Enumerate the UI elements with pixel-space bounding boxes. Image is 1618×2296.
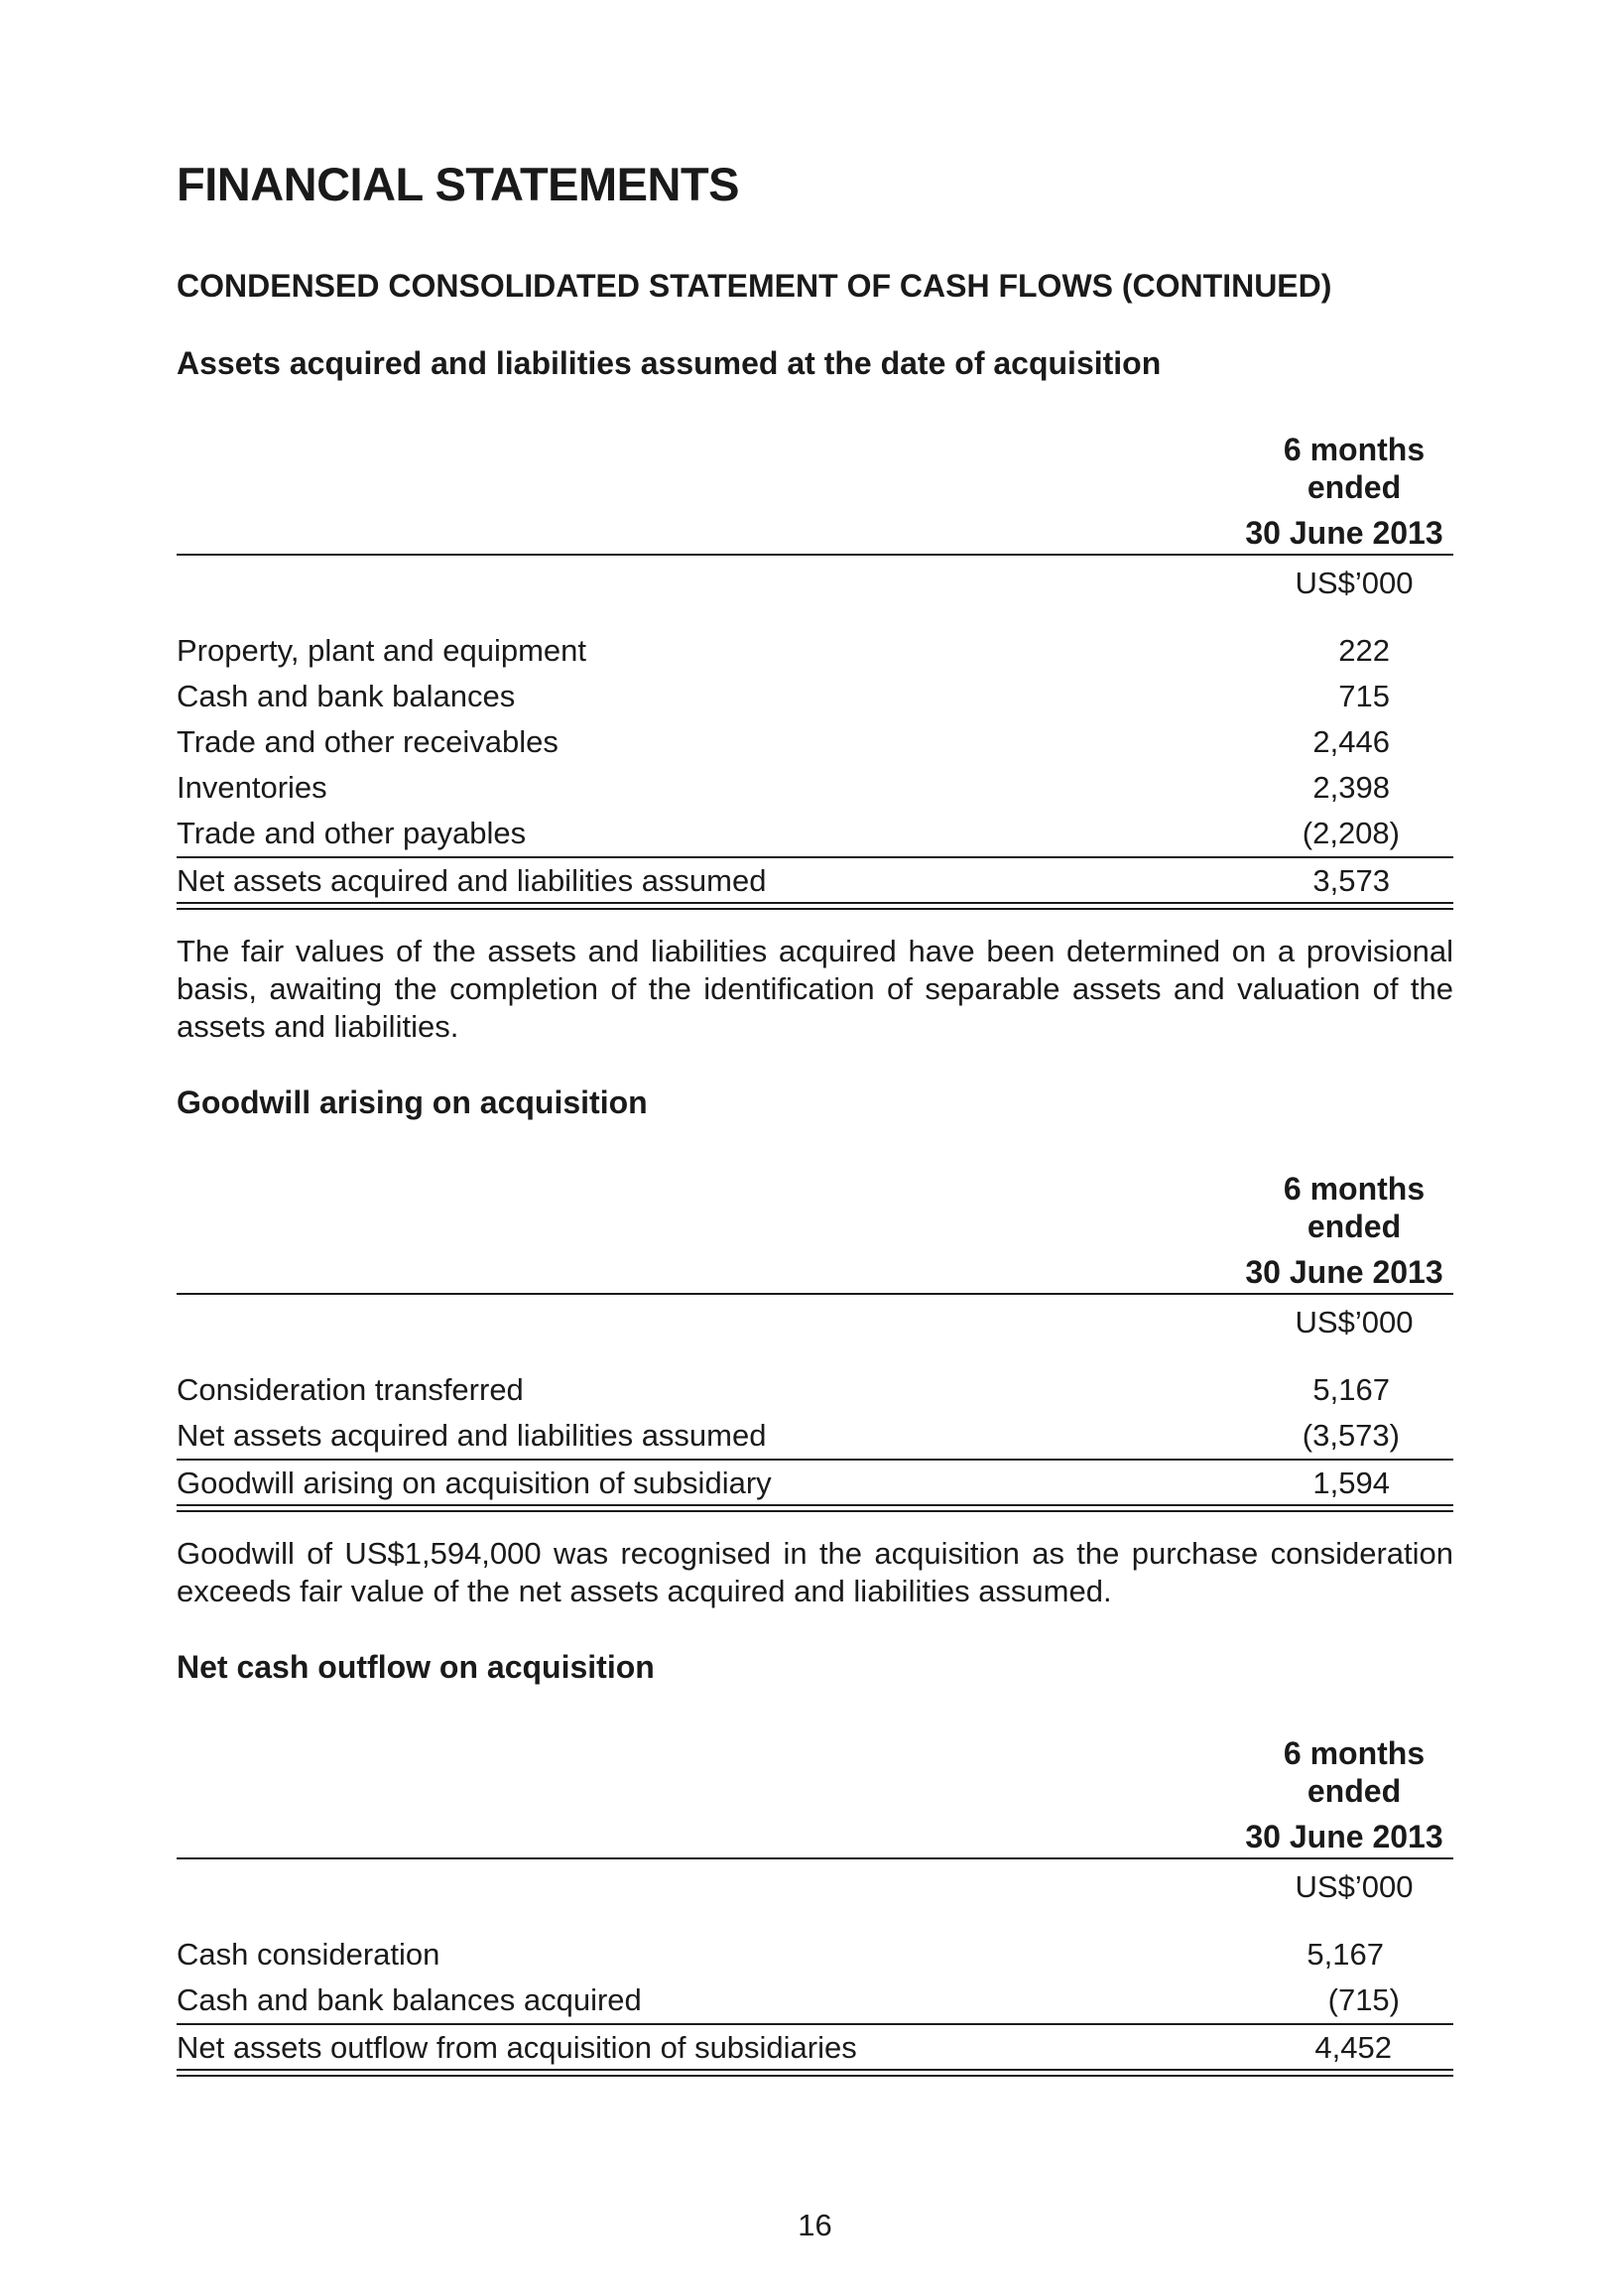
header-rule [177, 1293, 1453, 1295]
row-value: 715 [1338, 679, 1390, 713]
cash-outflow-column-header [1235, 1734, 1453, 1855]
row-value: (2,208) [1302, 816, 1400, 850]
table-row [177, 628, 1453, 674]
row-label: Inventories [177, 770, 327, 805]
total-value: 3,573 [1312, 863, 1390, 898]
row-value: (3,573) [1302, 1418, 1400, 1453]
total-row [177, 2023, 1453, 2071]
row-label: Consideration transferred [177, 1372, 524, 1407]
table-row [177, 811, 1453, 856]
row-value: (715) [1327, 1982, 1400, 2017]
goodwill-heading: Goodwill arising on acquisition [177, 1084, 648, 1120]
table-row [177, 1413, 1453, 1459]
table-row [177, 674, 1453, 719]
table-row [177, 1367, 1453, 1413]
table-row [177, 719, 1453, 765]
row-label: Trade and other receivables [177, 724, 559, 759]
row-label: Cash consideration [177, 1937, 440, 1972]
unit-label: US$’000 [1295, 566, 1414, 600]
page-title: FINANCIAL STATEMENTS [177, 158, 740, 210]
row-label: Cash and bank balances [177, 679, 516, 713]
total-value: 1,594 [1312, 1466, 1390, 1500]
row-label: Cash and bank balances acquired [177, 1982, 642, 2017]
column-header-ended: ended [1307, 1773, 1402, 1809]
row-value: 222 [1338, 633, 1390, 668]
total-row [177, 856, 1453, 904]
row-label: Net assets acquired and liabilities assumed [177, 1418, 767, 1453]
header-rule [177, 554, 1453, 556]
total-row [177, 1459, 1453, 1506]
column-header-ended: ended [1307, 1209, 1402, 1244]
page-number: 16 [798, 2208, 832, 2242]
goodwill-column-header [1235, 1170, 1453, 1291]
double-underline [177, 2069, 1453, 2077]
column-header-date: 30 June 2013 [1245, 515, 1443, 551]
fair-value-note: The fair values of the assets and liabilities acquired have been determined on a provisional basis, awaiting the completion of the identification of separable assets and valuation of the assets and liabilities. [177, 934, 1453, 1044]
column-header-period: 6 months [1283, 1171, 1426, 1207]
column-header-period: 6 months [1283, 1735, 1426, 1771]
table-row [177, 1932, 1453, 1977]
assets-column-header [1235, 431, 1453, 552]
total-label: Goodwill arising on acquisition of subsidiary [177, 1466, 772, 1500]
total-value: 4,452 [1314, 2030, 1392, 2065]
row-label: Trade and other payables [177, 816, 527, 850]
page-subtitle: CONDENSED CONSOLIDATED STATEMENT OF CASH FLOWS (CONTINUED) [177, 268, 1332, 304]
row-value: 2,446 [1312, 724, 1390, 759]
table-row [177, 765, 1453, 811]
row-value: 5,167 [1307, 1937, 1384, 1972]
unit-label: US$’000 [1295, 1869, 1414, 1904]
goodwill-note: Goodwill of US$1,594,000 was recognised in the acquisition as the purchase consideration exceeds fair value of the net assets acquired and liabilities assumed. [177, 1536, 1453, 1608]
double-underline [177, 902, 1453, 910]
header-rule [177, 1857, 1453, 1859]
total-label: Net assets acquired and liabilities assumed [177, 863, 767, 898]
cash-outflow-heading: Net cash outflow on acquisition [177, 1649, 655, 1685]
assets-heading: Assets acquired and liabilities assumed at the date of acquisition [177, 345, 1162, 381]
row-value: 2,398 [1312, 770, 1390, 805]
table-row [177, 1977, 1453, 2023]
row-value: 5,167 [1312, 1372, 1390, 1407]
double-underline [177, 1504, 1453, 1512]
row-label: Property, plant and equipment [177, 633, 587, 668]
column-header-period: 6 months [1283, 432, 1426, 467]
column-header-date: 30 June 2013 [1245, 1819, 1443, 1854]
column-header-ended: ended [1307, 469, 1402, 505]
column-header-date: 30 June 2013 [1245, 1254, 1443, 1290]
document-page [177, 0, 1453, 2296]
total-label: Net assets outflow from acquisition of subsidiaries [177, 2030, 857, 2065]
unit-label: US$’000 [1295, 1305, 1414, 1339]
